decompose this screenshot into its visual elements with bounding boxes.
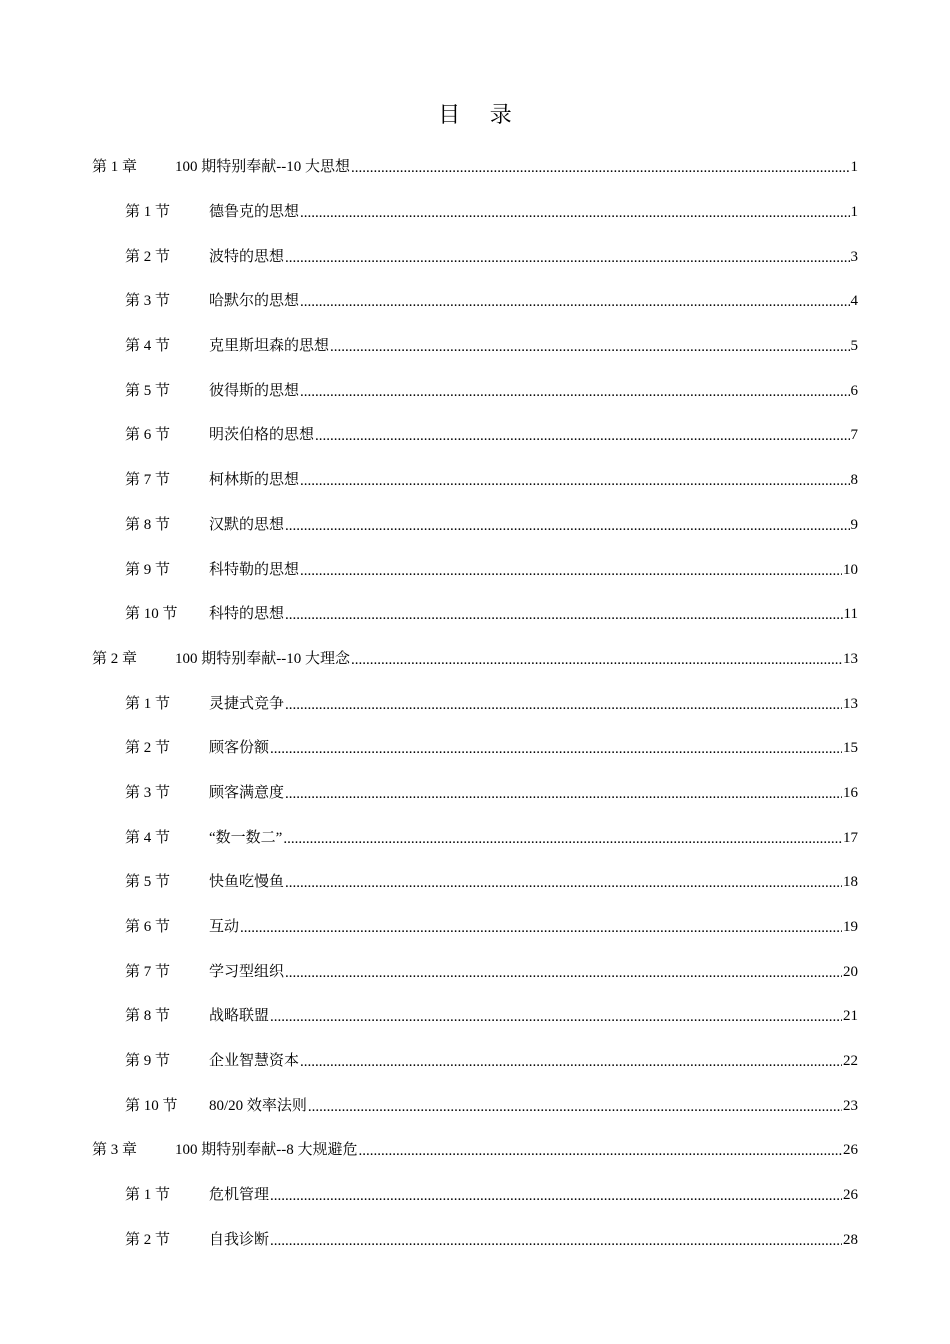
toc-entry-number: 第 6 节 (125, 919, 171, 936)
dot-leader (300, 561, 842, 581)
toc-entry-number: 第 1 节 (125, 695, 171, 712)
dot-leader (285, 873, 842, 893)
toc-entry-title: 危机管理 (209, 1187, 270, 1204)
toc-chapter-entry[interactable] (0, 145, 950, 190)
toc-entry-page-number: 17 (843, 829, 858, 846)
toc-entry-number: 第 7 节 (125, 963, 171, 980)
toc-entry-number: 第 4 节 (125, 338, 171, 355)
toc-section-entry[interactable] (0, 681, 950, 726)
toc-entry-page-number: 20 (843, 963, 858, 980)
dot-leader (300, 292, 849, 312)
toc-entry-page-number: 11 (843, 606, 858, 623)
toc-entry-number: 第 6 节 (125, 427, 171, 444)
toc-entry-page-number: 19 (843, 919, 858, 936)
toc-entry-page-number: 23 (843, 1097, 858, 1114)
dot-leader (300, 471, 849, 491)
toc-entry-title: 彼得斯的思想 (209, 382, 300, 399)
toc-entry-title: 灵捷式竞争 (209, 695, 285, 712)
toc-entry-number: 第 4 节 (125, 829, 171, 846)
toc-entry-number: 第 7 节 (125, 472, 171, 489)
toc-chapter-entry[interactable] (0, 637, 950, 682)
toc-section-entry[interactable] (0, 190, 950, 235)
dot-leader (285, 963, 842, 983)
toc-entry-title: 战略联盟 (209, 1008, 270, 1025)
toc-entry-page-number: 26 (843, 1187, 858, 1204)
toc-entry-page-number: 5 (850, 338, 858, 355)
toc-entry-title: 100 期特别奉献--10 大理念 (175, 650, 350, 667)
dot-leader (300, 1052, 842, 1072)
toc-entry-title: 企业智慧资本 (209, 1053, 300, 1070)
toc-entry-number: 第 10 节 (125, 1097, 178, 1114)
toc-entry-number: 第 8 节 (125, 516, 171, 533)
toc-entry-page-number: 1 (850, 204, 858, 221)
toc-entry-number: 第 1 节 (125, 204, 171, 221)
dot-leader (351, 158, 850, 178)
toc-entry-page-number: 9 (850, 516, 858, 533)
dot-leader (270, 1186, 842, 1206)
toc-entry-page-number: 28 (843, 1231, 858, 1248)
toc-entry-page-number: 1 (850, 159, 858, 176)
dot-leader (308, 1097, 842, 1117)
toc-entry-page-number: 10 (843, 561, 858, 578)
toc-entry-title: 100 期特别奉献--8 大规避危 (175, 1142, 358, 1159)
toc-entry-page-number: 16 (843, 784, 858, 801)
toc-entry-page-number: 21 (843, 1008, 858, 1025)
toc-entry-page-number: 3 (850, 248, 858, 265)
toc-entry-page-number: 15 (843, 740, 858, 757)
dot-leader (285, 784, 842, 804)
toc-entry-number: 第 3 节 (125, 784, 171, 801)
dot-leader (270, 739, 842, 759)
toc-entry-page-number: 4 (850, 293, 858, 310)
dot-leader (285, 695, 842, 715)
toc-entry-title: 哈默尔的思想 (209, 293, 300, 310)
toc-chapter-entry[interactable] (0, 1128, 950, 1173)
toc-section-entry[interactable] (0, 279, 950, 324)
toc-section-entry[interactable] (0, 1083, 950, 1128)
toc-section-entry[interactable] (0, 368, 950, 413)
toc-entry-number: 第 1 节 (125, 1187, 171, 1204)
dot-leader (359, 1141, 843, 1161)
toc-entry-title: 80/20 效率法则 (209, 1097, 307, 1114)
toc-entry-title: 学习型组织 (209, 963, 285, 980)
toc-section-entry[interactable] (0, 324, 950, 369)
toc-entry-title: 波特的思想 (209, 248, 285, 265)
toc-section-entry[interactable] (0, 458, 950, 503)
toc-entry-number: 第 1 章 (92, 159, 138, 176)
toc-entry-page-number: 26 (843, 1142, 858, 1159)
toc-entry-number: 第 9 节 (125, 1053, 171, 1070)
toc-entry-title: 明茨伯格的思想 (209, 427, 315, 444)
table-of-contents (0, 145, 950, 1262)
toc-section-entry[interactable] (0, 1039, 950, 1084)
toc-section-entry[interactable] (0, 413, 950, 458)
dot-leader (330, 337, 849, 357)
dot-leader (270, 1231, 842, 1251)
toc-entry-page-number: 6 (850, 382, 858, 399)
toc-entry-title: 自我诊断 (209, 1231, 270, 1248)
dot-leader (315, 426, 849, 446)
dot-leader (351, 650, 842, 670)
toc-section-entry[interactable] (0, 994, 950, 1039)
toc-section-entry[interactable] (0, 726, 950, 771)
toc-entry-number: 第 9 节 (125, 561, 171, 578)
toc-entry-number: 第 5 节 (125, 382, 171, 399)
dot-leader (270, 1007, 842, 1027)
toc-section-entry[interactable] (0, 1173, 950, 1218)
toc-entry-title: 柯林斯的思想 (209, 472, 300, 489)
toc-entry-page-number: 13 (843, 650, 858, 667)
toc-entry-number: 第 10 节 (125, 606, 178, 623)
toc-entry-number: 第 2 节 (125, 248, 171, 265)
dot-leader (285, 248, 849, 268)
dot-leader (283, 829, 842, 849)
toc-entry-number: 第 5 节 (125, 874, 171, 891)
toc-entry-page-number: 18 (843, 874, 858, 891)
dot-leader (300, 382, 849, 402)
dot-leader (285, 516, 849, 536)
toc-section-entry[interactable] (0, 1218, 950, 1263)
toc-section-entry[interactable] (0, 503, 950, 548)
dot-leader (285, 605, 843, 625)
dot-leader (240, 918, 842, 938)
toc-section-entry[interactable] (0, 860, 950, 905)
toc-entry-number: 第 2 节 (125, 740, 171, 757)
toc-entry-page-number: 13 (843, 695, 858, 712)
toc-entry-title: 快鱼吃慢鱼 (209, 874, 285, 891)
toc-section-entry[interactable] (0, 234, 950, 279)
toc-entry-title: 科特的思想 (209, 606, 285, 623)
toc-entry-number: 第 8 节 (125, 1008, 171, 1025)
toc-entry-title: 顾客满意度 (209, 784, 285, 801)
toc-entry-title: 德鲁克的思想 (209, 204, 300, 221)
toc-section-entry[interactable] (0, 771, 950, 816)
dot-leader (300, 203, 849, 223)
page-title: 目 录 (438, 102, 524, 127)
toc-entry-title: 100 期特别奉献--10 大思想 (175, 159, 350, 176)
toc-entry-title: 汉默的思想 (209, 516, 285, 533)
toc-entry-number: 第 3 章 (92, 1142, 138, 1159)
toc-section-entry[interactable] (0, 905, 950, 950)
toc-section-entry[interactable] (0, 547, 950, 592)
toc-entry-title: 科特勒的思想 (209, 561, 300, 578)
toc-entry-title: 克里斯坦森的思想 (209, 338, 330, 355)
toc-entry-page-number: 22 (843, 1053, 858, 1070)
toc-section-entry[interactable] (0, 949, 950, 994)
toc-section-entry[interactable] (0, 592, 950, 637)
toc-entry-title: 互动 (209, 919, 240, 936)
toc-entry-number: 第 2 节 (125, 1231, 171, 1248)
toc-section-entry[interactable] (0, 815, 950, 860)
toc-entry-title: “数一数二” (209, 829, 283, 846)
toc-entry-page-number: 8 (850, 472, 858, 489)
toc-entry-title: 顾客份额 (209, 740, 270, 757)
toc-entry-number: 第 2 章 (92, 650, 138, 667)
toc-entry-number: 第 3 节 (125, 293, 171, 310)
toc-entry-page-number: 7 (850, 427, 858, 444)
